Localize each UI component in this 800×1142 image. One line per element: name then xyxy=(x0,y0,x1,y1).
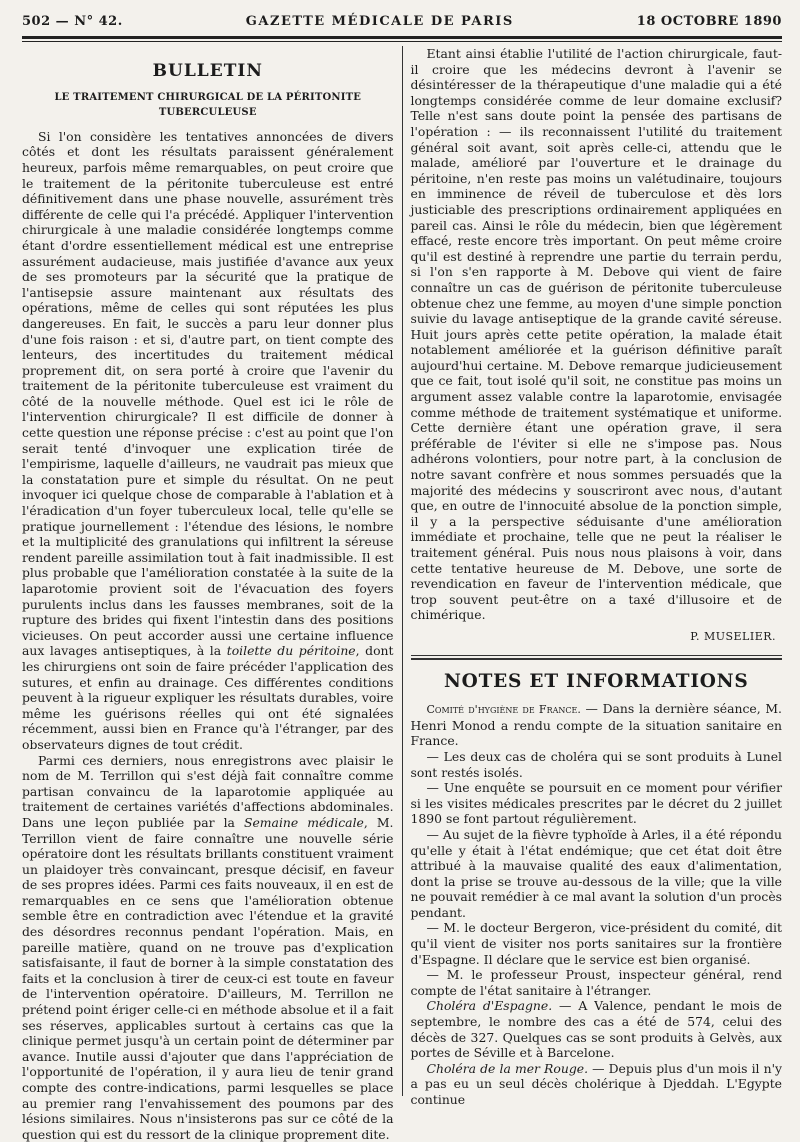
article-paragraph: Etant ainsi établie l'utilité de l'action chirurgicale, faut-il croire que les médecins devront à l'avenir se désintéresser de la thérapeutique d'une maladie qui a été longtemps considérée comme de leur domaine exclusif? Telle n'est sans doute point la pensée des partisans de l'opération : — ils reconnaissent l'utilité du traitement général soit avant, soit après celle-ci, attendu que le malade, amélioré par l'ouverture et le drainage du péritoine, n'en reste pas moins un valétudinaire, toujours en imminence de réveil de tuberculose et dès lors justiciable des prescriptions ordinairement appliquées en pareil cas. Ainsi le rôle du médecin, bien que légèrement effacé, reste encore très important. On peut même croire qu'il est destiné à reprendre une partie du terrain perdu, si l'on s'en rapporte à M. Debove qui vient de faire connaître un cas de guérison de péritonite tuberculeuse obtenue chez une femme, au moyen d'une simple ponction suivie du lavage antiseptique de la grande cavité séreuse. Huit jours après cette petite opération, la malade était notablement améliorée et la guérison définitive paraît aujourd'hui certaine. M. Debove remarque judicieusement que ce fait, tout isolé qu'il soit, ne constitue pas moins un argument assez valable contre la laparotomie, envisagée comme méthode de traitement systématique et uniforme. Cette dernière étant une opération grave, il sera préférable de l'éviter si elle ne s'impose pas. Nous adhérons volontiers, pour notre part, à la conclusion de notre savant confrère et nous sommes persuadés que la majorité des médecins y souscriront avec nous, d'autant que, en outre de l'innocuité absolue de la ponction simple, il y a la perspective séduisante d'une amélioration immédiate et prochaine, telle que ne peut la réaliser le traitement général. Puis nous nous plaisons à voir, dans cette tentative heureuse de M. Debove, une sorte de revendication en faveur de l'intervention médicale, que trop souvent peut-être on a taxé d'illusoire et de chimérique. xyxy=(410,46,783,623)
news-item: — M. le professeur Proust, inspecteur général, rend compte de l'état sanitaire à l'étranger. xyxy=(410,967,783,998)
article-subtitle: LE TRAITEMENT CHIRURGICAL DE LA PÉRITONITE TUBERCULEUSE xyxy=(54,91,362,119)
header-rule xyxy=(22,36,782,42)
bulletin-heading: BULLETIN xyxy=(152,61,263,81)
right-column xyxy=(410,46,783,1107)
page-number: 502 — N° 42. xyxy=(22,14,123,29)
article-paragraph: Parmi ces derniers, nous enregistrons avec plaisir le nom de M. Terrillon qui s'est déjà fait connaître comme partisan convaincu de la laparotomie appliquée au traitement de certaines variétés d'affections abdominales. Dans une leçon publiée par la Semaine médicale, M. Terrillon vient de faire connaître une nouvelle série opératoire dont les résultats brillants constituent vraiment un plaidoyer très convaincant, presque décisif, en faveur de ses propres idées. Parmi ces faits nouveaux, il en est de remarquables en ce sens que l'amélioration obtenue semble être en contradiction avec l'étendue et la gravité des désordres reconnus pendant l'opération. Mais, en pareille matière, quand on ne trouve pas d'explication satisfaisante, il faut de borner à la simple constatation des faits et la conclusion à tirer de ceux-ci est toute en faveur de l'intervention opératoire. D'ailleurs, M. Terrillon ne prétend point ériger celle-ci en méthode absolue et il a fait ses réserves, applicables surtout à certains cas que la clinique permet jusqu'à un certain point de déterminer par avance. Inutile aussi d'ajouter que dans l'appréciation de l'opportunité de l'opération, il y aura lieu de tenir grand compte des contre-indications, parmi lesquelles se place au premier rang l'envahissement des poumons par des lésions similaires. Nous n'insisterons pas sur ce côté de la question qui est du ressort de la clinique proprement dite. xyxy=(22,752,394,1142)
journal-title: GAZETTE MÉDICALE DE PARIS xyxy=(245,14,514,29)
news-item: Comité d'hygiène de France. — Dans la dernière séance, M. Henri Monod a rendu compte de la situation sanitaire en France. xyxy=(410,701,783,749)
section-rule xyxy=(411,655,783,656)
section-rule xyxy=(411,658,783,660)
news-item: — M. le docteur Bergeron, vice-président du comité, dit qu'il vient de visiter nos ports sanitaires sur la frontière d'Espagne. Il déclare que le service est bien organisé. xyxy=(410,920,783,967)
notes-heading: NOTES ET INFORMATIONS xyxy=(443,670,749,692)
news-item: Choléra de la mer Rouge. — Depuis plus d'un mois il n'y a pas eu un seul décès cholérique à Djeddah. L'Egypte continue xyxy=(410,1060,783,1107)
running-header xyxy=(22,14,782,34)
author-signature: P. MUSELIER. xyxy=(690,629,777,643)
left-column xyxy=(22,46,394,1142)
news-item: — Une enquête se poursuit en ce moment pour vérifier si les visites médicales prescrites par le décret du 2 juillet 1890 se font partout régulièrement. xyxy=(410,780,783,827)
news-item: — Les deux cas de choléra qui se sont produits à Lunel sont restés isolés. xyxy=(410,748,783,780)
article-paragraph: Si l'on considère les tentatives annoncées de divers côtés et dont les résultats paraissent généralement heureux, parfois même remarquables, on peut croire que le traitement de la péritonite tuberculeuse est entré définitivement dans une phase nouvelle, assurément très différente de celle qui l'a précédé. Appliquer l'intervention chirurgicale à une maladie considérée longtemps comme étant d'ordre essentiellement médical est une entreprise assurément audacieuse, mais justifiée d'avance aux yeux de ses promoteurs par la sécurité que la pratique de l'antisepsie assure maintenant aux résultats des opérations, même de celles qui sont réputées les plus dangereuses. En fait, le succès a paru leur donner plus d'une fois raison : et si, d'autre part, on tient compte des lenteurs, des incertitudes du traitement médical proprement dit, on sera porté à croire que l'avenir du traitement de la péritonite tuberculeuse est vraiment du côté de la nouvelle méthode. Quel est ici le rôle de l'intervention chirurgicale? Il est difficile de donner à cette question une réponse précise : c'est au point que l'on serait tenté d'invoquer une explication tirée de l'empirisme, laquelle d'ailleurs, ne vaudrait pas mieux que la constatation pure et simple du résultat. On ne peut invoquer ici quelque chose de comparable à l'ablation et à l'éradication d'un foyer tuberculeux local, telle qu'elle se pratique journellement : l'étendue des lésions, le nombre et la multiplicité des granulations qui infiltrent la séreuse rendent pareille assimilation tout à fait inadmissible. Il est plus probable que l'amélioration constatée à la suite de la laparotomie provient soit de l'évacuation des foyers purulents inclus dans les fausses membranes, soit de la rupture des brides qui fixent l'intestin dans des positions vicieuses. On peut accorder aussi une certaine influence aux lavages antiseptiques, à la toilette du péritoine, dont les chirurgiens ont soin de faire précéder l'application des sutures, et enfin au drainage. Ces différentes conditions peuvent à la rigueur expliquer les résultats durables, voire même les guérisons réelles qui ont été signalées récemment, aussi bien en France qu'à l'étranger, par des observateurs dignes de tout crédit. xyxy=(22,128,394,752)
column-divider xyxy=(402,46,403,1096)
news-item: — Au sujet de la fièvre typhoïde à Arles, il a été répondu qu'elle y était à l'état endémique; que cet état doit être attribué à la mauvaise qualité des eaux d'alimentation, dont la prise se trouve au-dessous de la ville; que la ville ne pouvait remédier à ce mal avant la solution d'un procès pendant. xyxy=(410,826,783,920)
news-item: Choléra d'Espagne. — A Valence, pendant le mois de septembre, le nombre des cas a été de 574, celui des décès de 327. Quelques cas se sont produits à Gelvès, aux portes de Séville et à Barcelone. xyxy=(410,998,783,1061)
issue-date: 18 OCTOBRE 1890 xyxy=(636,14,782,29)
two-column-body xyxy=(22,46,783,1142)
